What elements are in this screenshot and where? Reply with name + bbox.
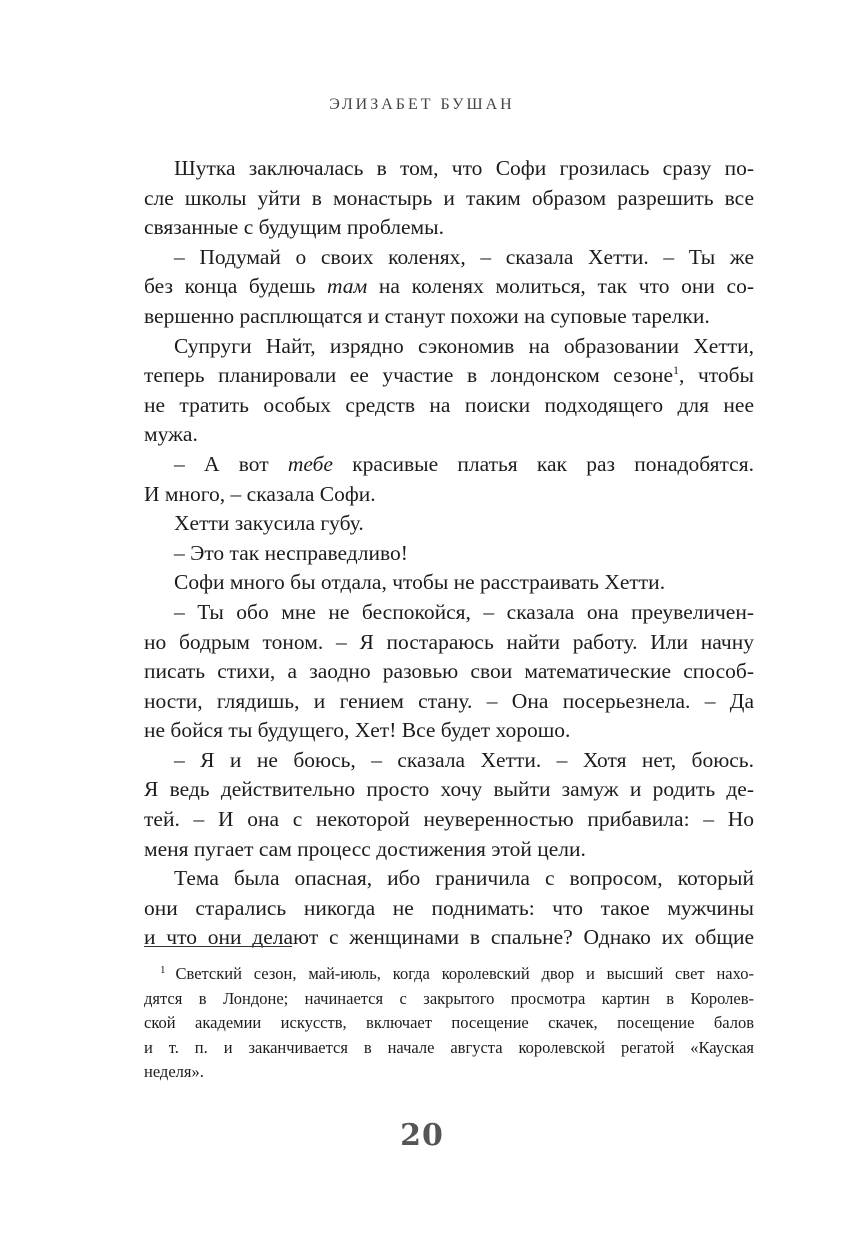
text-line: без конца будешь там на коленях молиться, так что они со-: [144, 274, 754, 299]
text-line: тей. – И она с некоторой неуверенностью прибавила: – Но: [144, 807, 754, 832]
footnote: [144, 958, 754, 1085]
running-head: ЭЛИЗАБЕТ БУШАН: [329, 96, 515, 113]
footnote-mark: 1: [160, 964, 166, 976]
text-line: Хетти закусила губу.: [174, 511, 364, 536]
paragraph-7: [144, 568, 754, 598]
text-line: – Подумай о своих коленях, – сказала Хетти. – Ты же: [174, 244, 754, 269]
text-line: не бойся ты будущего, Хет! Все будет хорошо.: [144, 718, 571, 743]
text-line: – Это так несправедливо!: [174, 540, 408, 565]
text-line: меня пугает сам процесс достижения этой цели.: [144, 836, 586, 861]
footnote-line: дятся в Лондоне; начинается с закрытого просмотра картин в Королев-: [144, 988, 754, 1008]
text-line: Софи много бы отдала, чтобы не расстраивать Хетти.: [174, 570, 666, 595]
text-line: вершенно расплющатся и станут похожи на суповые тарелки.: [144, 303, 710, 328]
text-line-with-footnote-ref: теперь планировали ее участие в лондонском сезоне$^1$, чтобы: [144, 363, 755, 388]
paragraph-3: [144, 332, 754, 450]
footnote-divider: [144, 946, 292, 947]
footnote-line: и т. п. и заканчивается в начале августа королевской регатой «Кауская: [144, 1037, 754, 1057]
footnote-text: Светский сезон, май-июль, когда королевский двор и высший свет нахо-: [175, 964, 754, 983]
text-line: И много, – сказала Софи.: [144, 481, 376, 506]
text-line: связанные с будущим проблемы.: [144, 215, 444, 240]
paragraph-9: [144, 746, 754, 864]
paragraph-1: [144, 154, 754, 243]
text-line: писать стихи, а заодно разовью свои математические способ-: [144, 659, 754, 684]
paragraph-2: [144, 243, 754, 332]
paragraph-10: [144, 864, 754, 953]
footnote-line: ской академии искусств, включает посещение скачек, посещение балов: [144, 1013, 754, 1032]
footnote-line: [144, 958, 754, 987]
italic-emphasis: тебе: [287, 451, 333, 476]
footnote-line: неделя».: [144, 1062, 204, 1081]
text-line: – Я и не боюсь, – сказала Хетти. – Хотя нет, боюсь.: [174, 747, 754, 772]
text-line: ности, глядишь, и гением стану. – Она посерьезнела. – Да: [144, 688, 754, 713]
text-line: Я ведь действительно просто хочу выйти замуж и родить де-: [144, 777, 754, 802]
paragraph-6: [144, 539, 754, 569]
italic-emphasis: там: [326, 274, 368, 299]
paragraph-8: [144, 598, 754, 746]
text-line: – Ты обо мне не беспокойся, – сказала она преувеличен-: [174, 599, 754, 624]
text-line: Тема была опасная, ибо граничила с вопросом, который: [174, 866, 754, 891]
text-line: но бодрым тоном. – Я постараюсь найти работу. Или начну: [144, 629, 754, 654]
paragraph-4: [144, 450, 754, 509]
text-line: мужа.: [144, 422, 198, 447]
text-line: и что они делают с женщинами в спальне? Однако их общие: [144, 925, 754, 950]
text-line: они старались никогда не поднимать: что такое мужчины: [144, 895, 754, 920]
text-line: Супруги Найт, изрядно сэкономив на образовании Хетти,: [174, 333, 754, 358]
footnote-reference: 1: [673, 363, 680, 378]
text-line: сле школы уйти в монастырь и таким образом разрешить все: [144, 185, 754, 210]
text-line: не тратить особых средств на поиски подходящего для нее: [144, 392, 754, 417]
text-line: – А вот тебе красивые платья как раз понадобятся.: [174, 451, 754, 476]
page-number: 20: [400, 1118, 444, 1153]
body-text: [144, 154, 754, 953]
paragraph-5: [144, 509, 754, 539]
text-line: Шутка заключалась в том, что Софи грозилась сразу по-: [174, 156, 754, 180]
